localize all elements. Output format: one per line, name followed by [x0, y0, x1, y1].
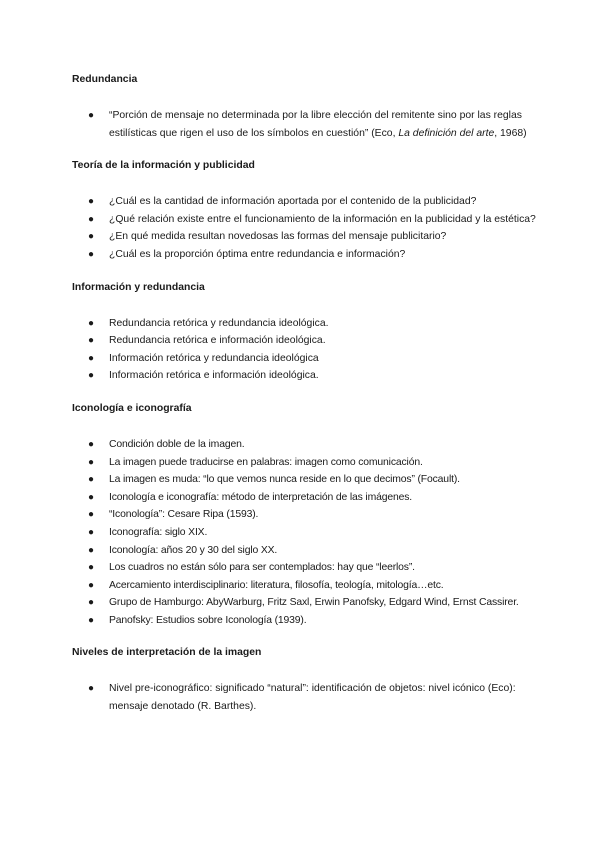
item-text: “Porción de mensaje no determinada por la libre elección del remitente sino por las reglas estilísticas que rigen el uso de los símbolos en cuestión” (Eco, — [109, 110, 522, 139]
section-informacion-redundancia — [72, 280, 538, 385]
item-text: La imagen puede traducirse en palabras: imagen como comunicación. — [109, 456, 423, 468]
item-text: Condición doble de la imagen. — [109, 438, 245, 450]
bullet-list — [72, 315, 538, 385]
item-text: Los cuadros no están sólo para ser contemplados: hay que “leerlos”. — [109, 562, 415, 574]
item-text-italic: La definición del arte — [398, 127, 495, 139]
bullet-icon: ● — [88, 370, 95, 382]
bullet-icon: ● — [88, 231, 95, 243]
list-item — [72, 542, 538, 560]
item-text: ¿En qué medida resultan novedosas las formas del mensaje publicitario? — [109, 231, 447, 243]
bullet-icon: ● — [88, 614, 94, 626]
bullet-list — [72, 680, 538, 715]
item-text: Iconografía: siglo XIX. — [109, 526, 208, 538]
list-item — [72, 246, 538, 264]
item-text: La imagen es muda: “lo que vemos nunca reside en lo que decimos” (Focault). — [109, 474, 460, 486]
bullet-icon: ● — [88, 544, 94, 556]
item-text: ¿Cuál es la proporción óptima entre redundancia e información? — [109, 248, 406, 260]
bullet-icon: ● — [88, 438, 94, 450]
item-text-end: , 1968) — [494, 127, 527, 139]
item-text: Acercamiento interdisciplinario: literatura, filosofía, teología, mitología…etc. — [109, 579, 444, 591]
section-heading: Teoría de la información y publicidad — [72, 160, 255, 172]
bullet-icon: ● — [88, 110, 95, 121]
list-item — [72, 489, 538, 507]
bullet-icon: ● — [88, 248, 95, 260]
bullet-list — [72, 436, 538, 630]
item-text: “Iconología”: Cesare Ripa (1593). — [109, 509, 259, 521]
list-item — [72, 315, 538, 333]
list-item — [72, 211, 538, 229]
list-item — [72, 107, 538, 142]
bullet-icon: ● — [88, 196, 95, 208]
section-heading: Información y redundancia — [72, 281, 205, 293]
item-text: Información retórica y redundancia ideológica — [109, 352, 319, 364]
section-heading: Niveles de interpretación de la imagen — [72, 647, 262, 659]
bullet-icon: ● — [88, 335, 95, 347]
list-item — [72, 454, 538, 472]
section-heading: Redundancia — [72, 74, 138, 85]
bullet-icon: ● — [88, 526, 94, 538]
list-item — [72, 524, 538, 542]
item-text: Iconología: años 20 y 30 del siglo XX. — [109, 544, 278, 556]
item-text: ¿Cuál es la cantidad de información aportada por el contenido de la publicidad? — [109, 196, 477, 208]
list-item — [72, 594, 538, 612]
bullet-icon: ● — [88, 597, 94, 609]
bullet-icon: ● — [88, 474, 94, 486]
bullet-list — [72, 193, 538, 263]
section-teoria-informacion — [72, 158, 538, 263]
bullet-icon: ● — [88, 352, 95, 364]
section-niveles-interpretacion — [72, 645, 538, 715]
bullet-icon: ● — [88, 579, 94, 591]
list-item — [72, 436, 538, 454]
list-item — [72, 612, 538, 630]
bullet-icon: ● — [88, 491, 94, 503]
bullet-icon: ● — [88, 317, 95, 329]
list-item — [72, 367, 538, 385]
bullet-icon: ● — [88, 456, 94, 468]
item-text: Información retórica e información ideológica. — [109, 370, 319, 382]
bullet-icon: ● — [88, 213, 95, 225]
bullet-icon: ● — [88, 683, 95, 695]
item-text: Redundancia retórica y redundancia ideológica. — [109, 317, 329, 329]
bullet-icon: ● — [88, 562, 94, 574]
item-text: Redundancia retórica e información ideológica. — [109, 335, 326, 347]
section-iconologia — [72, 401, 538, 630]
section-heading: Iconología e iconografía — [72, 402, 192, 414]
bullet-list — [72, 107, 538, 142]
list-item — [72, 680, 538, 715]
list-item — [72, 350, 538, 368]
list-item — [72, 471, 538, 489]
bullet-icon: ● — [88, 509, 94, 521]
item-text: Panofsky: Estudios sobre Iconología (1939). — [109, 614, 307, 626]
item-text: ¿Qué relación existe entre el funcionamiento de la información en la publicidad y la estética? — [109, 213, 536, 225]
item-text: Nivel pre-iconográfico: significado “natural”: identificación de objetos: nivel icónico (Eco): mensaje denotado (R. Barthes). — [109, 683, 516, 713]
list-item — [72, 577, 538, 595]
section-redundancia — [72, 72, 538, 142]
list-item — [72, 559, 538, 577]
list-item — [72, 193, 538, 211]
list-item — [72, 506, 538, 524]
list-item — [72, 228, 538, 246]
list-item — [72, 332, 538, 350]
item-text: Iconología e iconografía: método de interpretación de las imágenes. — [109, 491, 413, 503]
item-text: Grupo de Hamburgo: AbyWarburg, Fritz Saxl, Erwin Panofsky, Edgard Wind, Ernst Cassirer. — [109, 597, 519, 609]
